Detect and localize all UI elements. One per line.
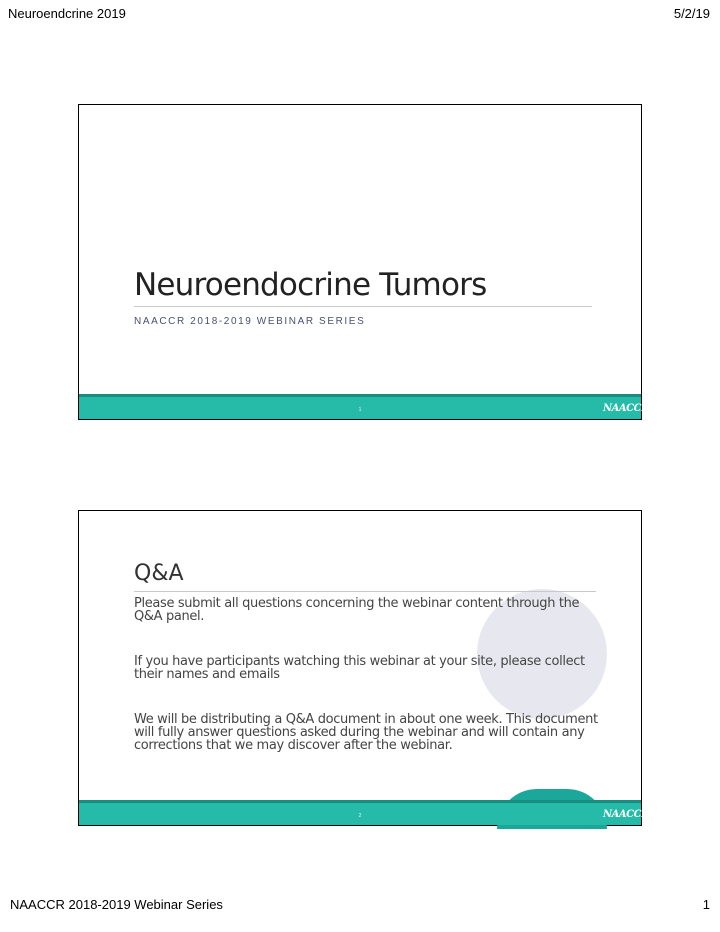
slide-title: Neuroendocrine Tumors: [134, 267, 487, 303]
title-divider: [134, 591, 596, 592]
naaccr-logo-text: NAACCR: [603, 403, 649, 414]
page-footer-series: NAACCR 2018-2019 Webinar Series: [10, 897, 223, 912]
slide-footer-bar: [79, 800, 649, 825]
page-header-title: Neuroendcrine 2019: [8, 6, 126, 21]
slide-1: [78, 104, 649, 420]
slide-paragraph: Please submit all questions concerning the webinar content through the Q&A panel.: [134, 596, 580, 624]
naaccr-logo-text: NAACCR: [603, 809, 649, 820]
page-number: 1: [702, 897, 710, 912]
slide-number: 1: [358, 407, 362, 413]
naaccr-logo: [603, 807, 649, 823]
slide-paragraph: We will be distributing a Q&A document in about one week. This document will fully answer questions asked during the webinar and will contain any corrections that we may discover after the webinar.: [134, 712, 598, 753]
page-header-date: 5/2/19: [673, 6, 710, 21]
slide-subtitle: NAACCR 2018-2019 WEBINAR SERIES: [134, 316, 366, 327]
slide-2: [78, 510, 649, 826]
slide-number: 2: [358, 813, 362, 819]
slide-footer-bar: [79, 394, 649, 419]
slide-title: Q&A: [134, 561, 184, 586]
slide-paragraph: If you have participants watching this webinar at your site, please collect their names and emails: [134, 654, 585, 682]
naaccr-logo: [603, 401, 649, 417]
title-divider: [134, 306, 592, 307]
